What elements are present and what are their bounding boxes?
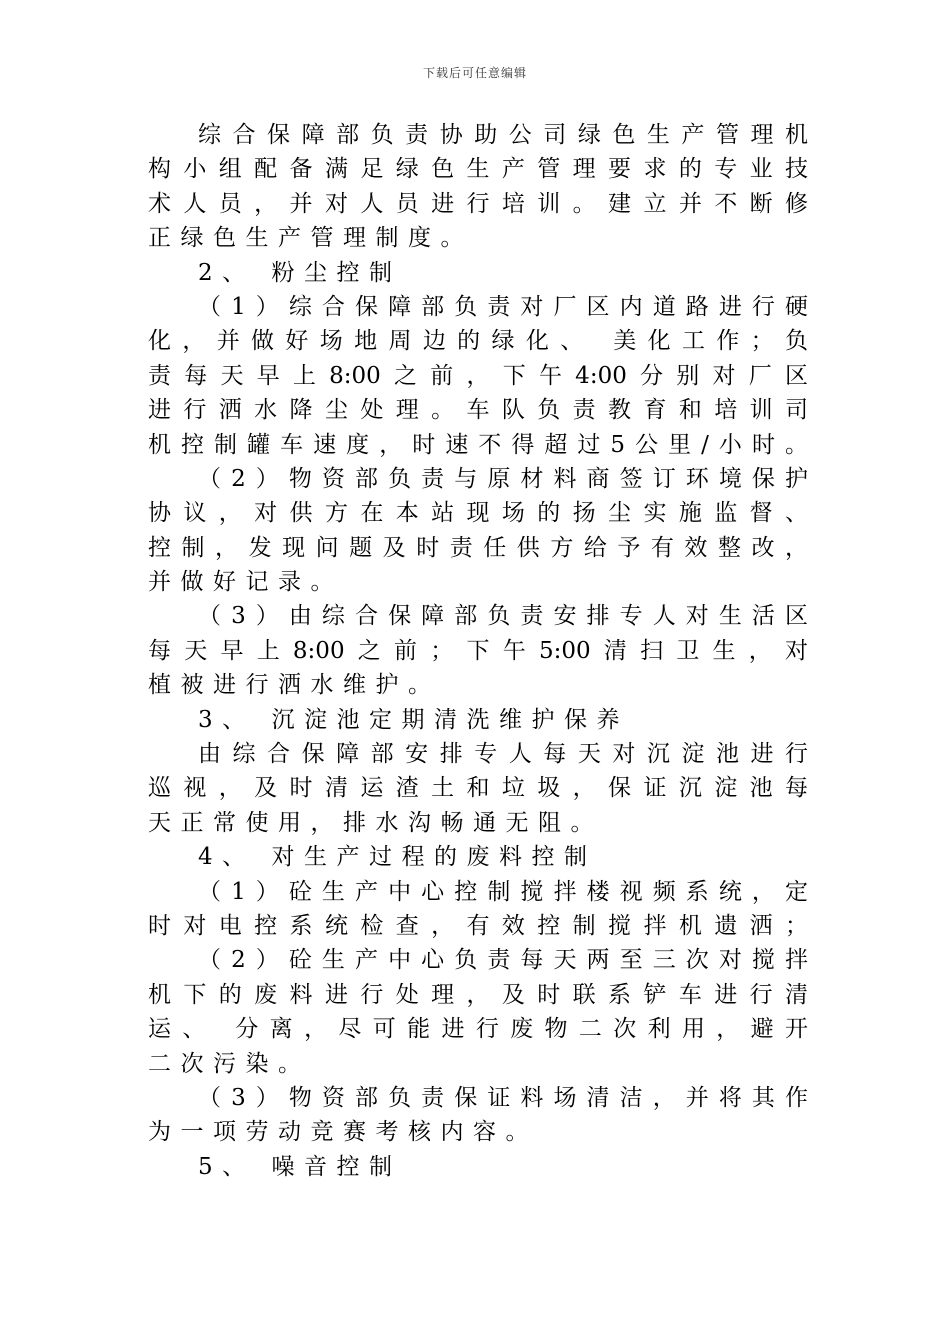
text-line: 综合保障部负责协助公司绿色生产管理机 (198, 122, 808, 148)
text-line: 植被进行洒水维护。 (148, 672, 441, 699)
document-body (148, 118, 808, 1184)
text-line: 化，并做好场地周边的绿化、 美化工作；负 (148, 328, 808, 355)
text-line: 4、 对生产过程的废料控制 (198, 844, 597, 871)
text-line: （2）砼生产中心负责每天两至三次对搅拌 (198, 947, 808, 974)
text-line: 3、 沉淀池定期清洗维护保养 (198, 706, 629, 733)
text-line: （3）物资部负责保证料场清洁，并将其作 (198, 1084, 808, 1111)
text-line: 术人员，并对人员进行培训。建立并不断修 (148, 190, 808, 217)
text-line: 由综合保障部安排专人每天对沉淀池进行 (198, 741, 808, 768)
text-line: （3）由综合保障部负责安排专人对生活区 (198, 603, 808, 630)
text-line: （1）综合保障部负责对厂区内道路进行硬 (198, 293, 808, 320)
text-line: 天正常使用，排水沟畅通无阻。 (148, 809, 603, 836)
text-line: 责每天早上8:00之前，下午4:00分别对厂区 (148, 362, 808, 389)
text-line: 机下的废料进行处理，及时联系铲车进行清 (148, 981, 808, 1008)
text-line: 机控制罐车速度，时速不得超过5公里/小时。 (148, 431, 808, 458)
text-line: 进行洒水降尘处理。车队负责教育和培训司 (148, 397, 808, 424)
text-line: 巡视，及时清运渣土和垃圾，保证沉淀池每 (148, 775, 808, 802)
text-line: （1）砼生产中心控制搅拌楼视频系统，定 (198, 878, 808, 905)
text-line: 正绿色生产管理制度。 (148, 225, 473, 252)
text-line: 构小组配备满足绿色生产管理要求的专业技 (148, 156, 808, 183)
text-line: 协议，对供方在本站现场的扬尘实施监督、 (148, 500, 808, 527)
text-line: 运、 分离，尽可能进行废物二次利用，避开 (148, 1016, 808, 1043)
page-header: 下载后可任意编辑 (422, 66, 527, 80)
text-line: 5、 噪音控制 (198, 1153, 402, 1180)
text-line: 并做好记录。 (148, 569, 343, 596)
text-line: 每天早上8:00之前；下午5:00清扫卫生，对 (148, 637, 808, 664)
text-line: 为一项劳动竞赛考核内容。 (148, 1119, 538, 1146)
text-line: 二次污染。 (148, 1050, 311, 1077)
text-line: （2）物资部负责与原材料商签订环境保护 (198, 465, 808, 492)
text-line: 控制，发现问题及时责任供方给予有效整改， (148, 534, 808, 561)
text-line: 时对电控系统检查，有效控制搅拌机遗洒； (148, 912, 808, 939)
text-line: 2、 粉尘控制 (198, 259, 402, 286)
